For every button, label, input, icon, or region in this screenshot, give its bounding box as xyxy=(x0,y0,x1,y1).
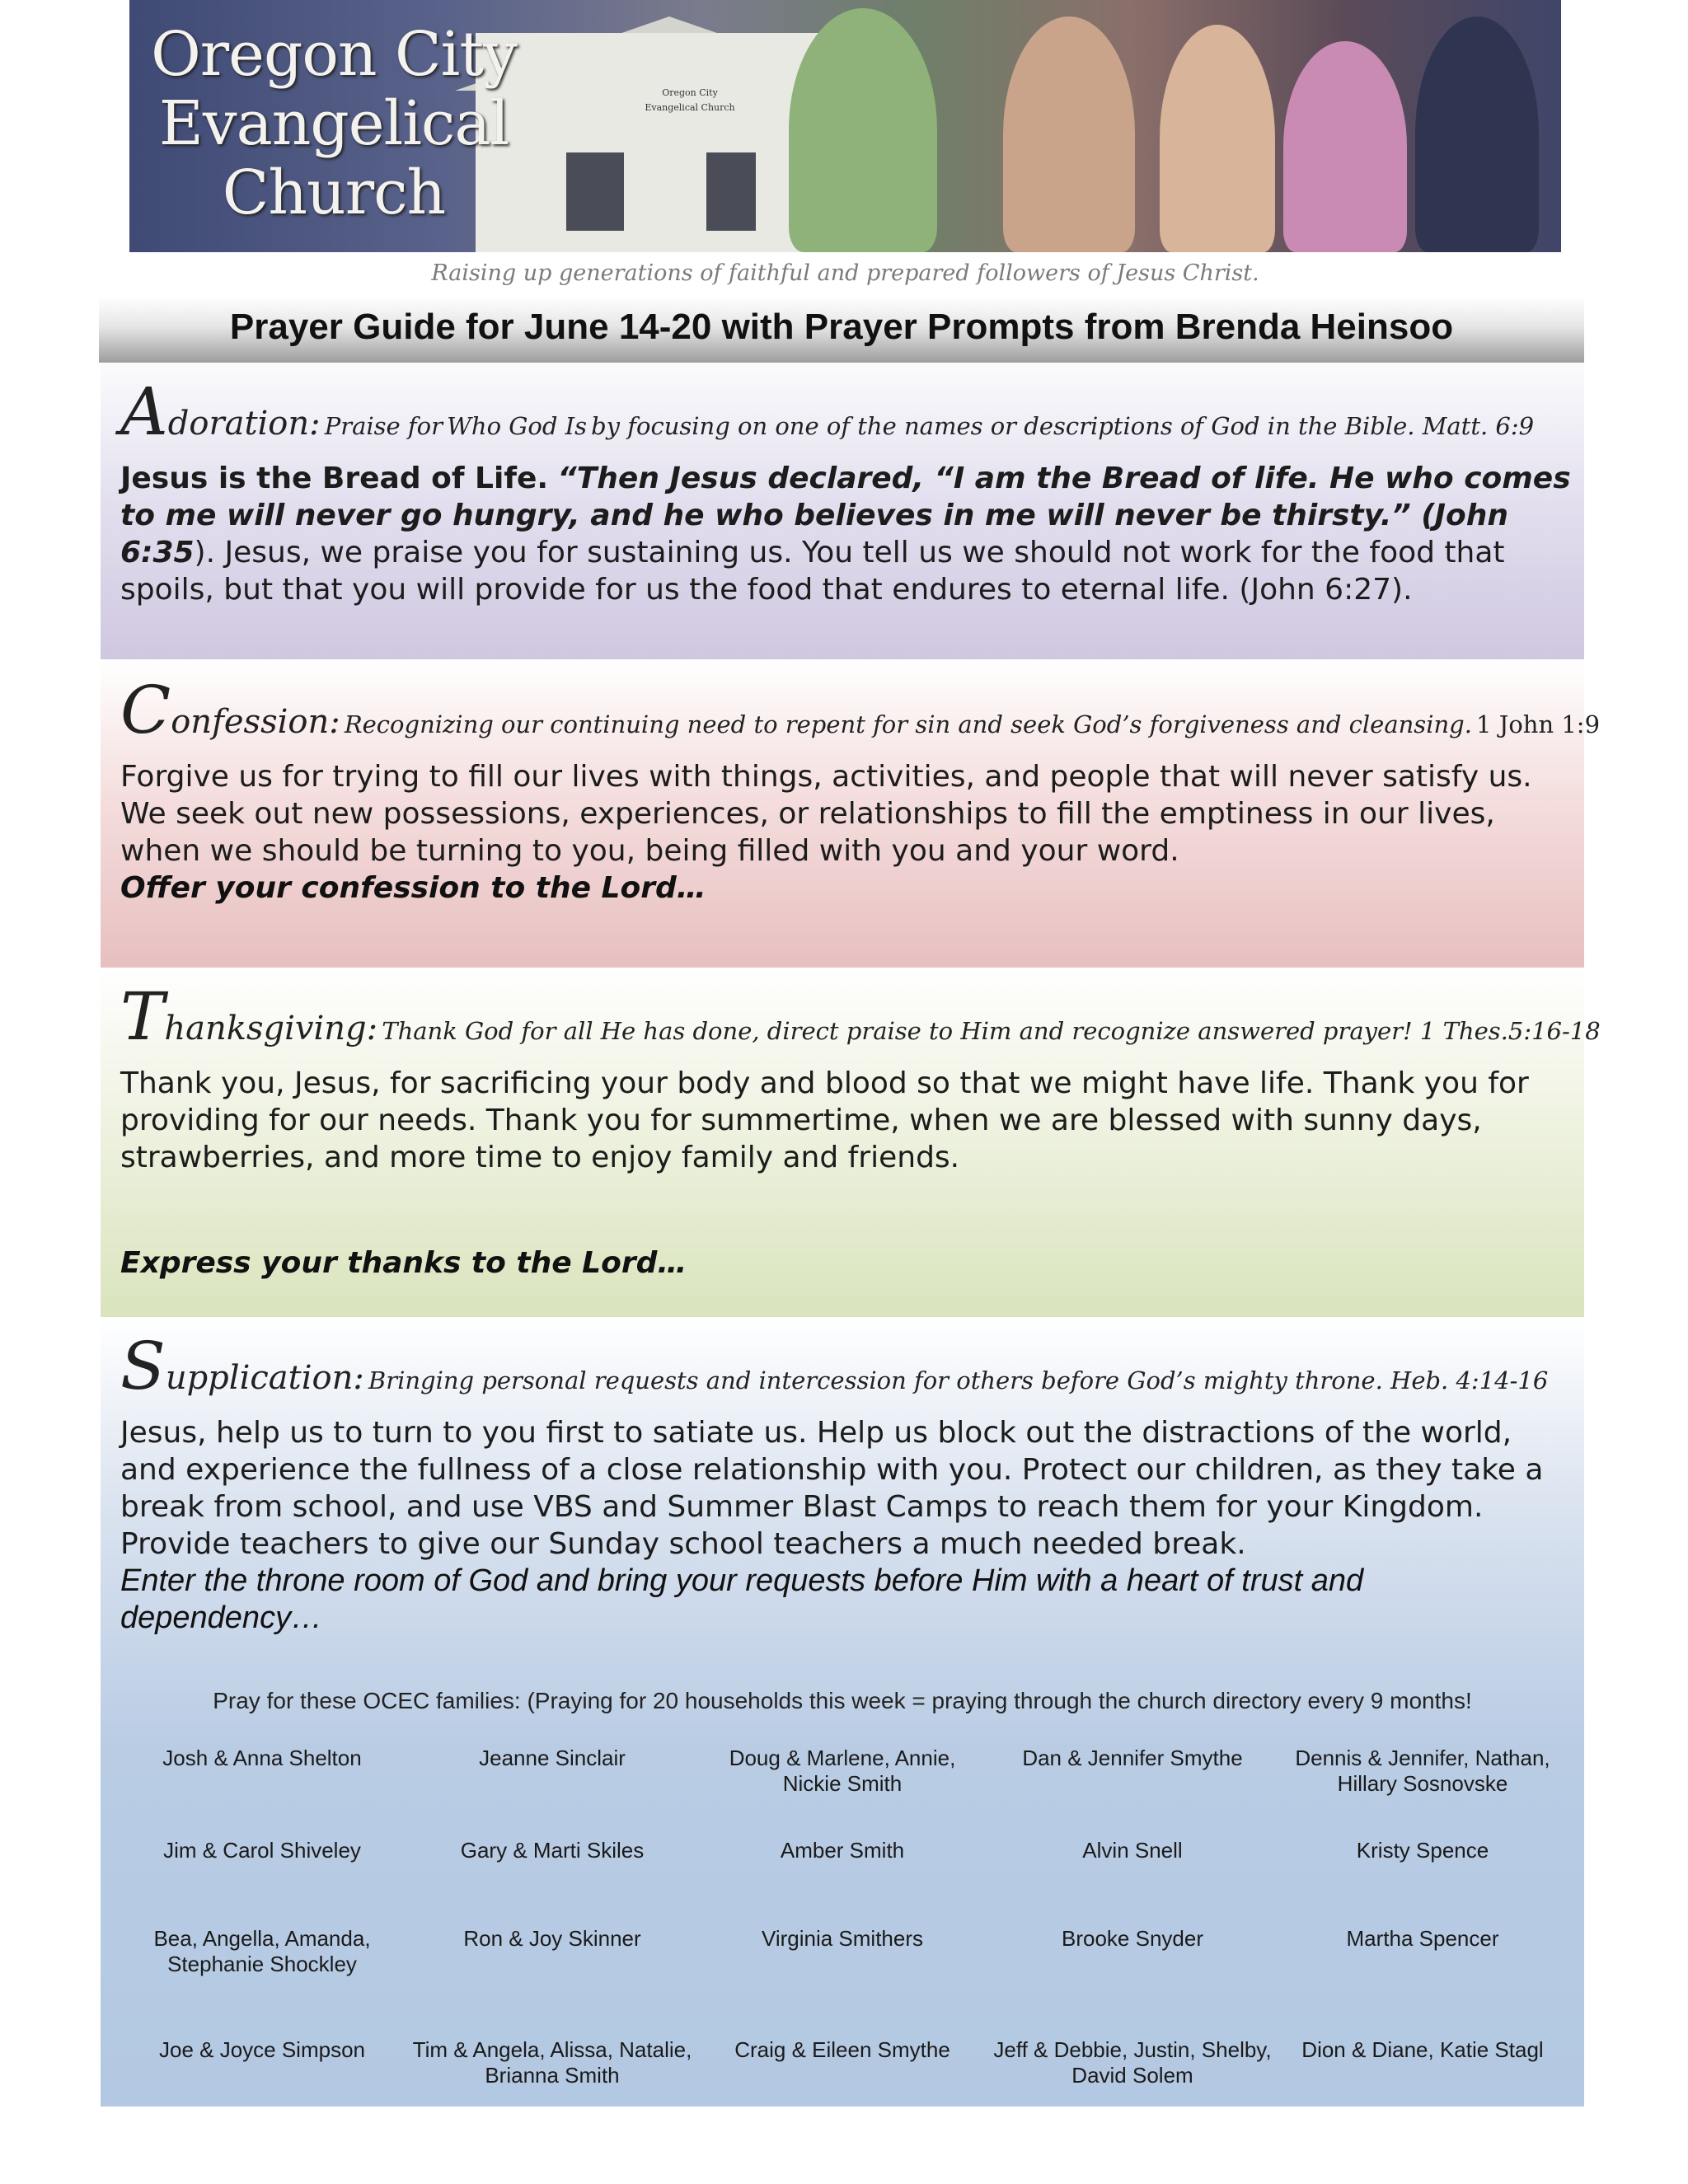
confession-section xyxy=(101,659,1601,968)
adoration-body xyxy=(120,460,1571,608)
family-name: Tim & Angela, Alissa, Natalie, Brianna Smith xyxy=(412,2037,692,2088)
people-photo xyxy=(1415,16,1539,252)
confession-heading xyxy=(120,672,1601,748)
family-name: Josh & Anna Shelton xyxy=(162,1746,362,1770)
family-name: Jim & Carol Shiveley xyxy=(163,1838,361,1863)
church-window xyxy=(706,152,756,231)
families-heading: Pray for these OCEC families: (Praying for 20 households this week = praying through the church directory every 9 months! xyxy=(213,1688,1472,1713)
family-name: Virginia Smithers xyxy=(761,1926,924,1951)
family-name: Doug & Marlene, Annie, Nickie Smith xyxy=(729,1746,956,1796)
church-tagline: Raising up generations of faithful and prepared followers of Jesus Christ. xyxy=(431,260,1259,286)
family-name: Craig & Eileen Smythe xyxy=(734,2037,950,2062)
adoration-body-text: Jesus, we praise you for sustaining us. You tell us we should not work for the food that spoils, but that you will provide for us the food that endures to eternal life. (John 6:27). xyxy=(120,536,1505,607)
family-name: Bea, Angella, Amanda, Stephanie Shockley xyxy=(153,1926,371,1976)
supplication-title: upplication: xyxy=(165,1359,364,1397)
confession-initial: C xyxy=(120,672,171,748)
confession-body-text: Forgive us for trying to fill our lives with things, activities, and people that will never satisfy us. We seek out new possessions, experiences, or relationships to fill the emptiness in our lives, when we should be turning to you, being filled with you and your word. xyxy=(120,760,1532,868)
people-photo xyxy=(789,8,937,252)
confession-prompt: Offer your confession to the Lord… xyxy=(120,871,706,905)
adoration-heading xyxy=(120,373,1535,450)
thanksgiving-prompt: Express your thanks to the Lord… xyxy=(120,1246,687,1280)
people-photo xyxy=(1283,41,1407,252)
family-name: Amber Smith xyxy=(780,1838,905,1863)
supplication-heading xyxy=(120,1328,1549,1404)
family-name: Ron & Joy Skinner xyxy=(463,1926,641,1951)
church-sign-line1: Oregon City xyxy=(662,87,718,98)
thanksgiving-body: Thank you, Jesus, for sacrificing your body and blood so that we might have life. Thank you for providing for our needs. Thank you for summertime, when we are blessed with sunny days, strawberries, and more time to enjoy family and friends. xyxy=(120,1066,1529,1174)
supplication-body-text: Jesus, help us to turn to you first to satiate us. Help us block out the distractions of the world, and experience the fullness of a close relationship with you. Protect our children, as they take a break from school, and use VBS and Summer Blast Camps to reach them for your Kingdom. Provide teachers to give our Sunday school teachers a much needed break. xyxy=(120,1416,1544,1561)
family-name: Martha Spencer xyxy=(1346,1926,1499,1951)
people-photo xyxy=(1003,16,1135,252)
thanksgiving-title: hanksgiving: xyxy=(164,1010,378,1047)
family-name: Dion & Diane, Katie Stagl xyxy=(1301,2037,1544,2062)
family-name: Kristy Spence xyxy=(1356,1838,1489,1863)
supplication-prompt: Enter the throne room of God and bring your requests before Him with a heart of trust and dependency… xyxy=(120,1563,1364,1635)
adoration-quote-close: ). xyxy=(194,536,216,569)
thanksgiving-heading xyxy=(120,978,1601,1055)
families-grid xyxy=(117,1746,1568,2136)
thanksgiving-desc: Thank God for all He has done, direct praise to Him and recognize answered prayer! 1 Thes.5:16-18 xyxy=(382,1017,1601,1045)
church-sign-line2: Evangelical Church xyxy=(645,102,735,113)
family-name: Jeanne Sinclair xyxy=(479,1746,626,1770)
confession-desc: Recognizing our continuing need to repent for sin and seek God’s forgiveness and cleansing. xyxy=(344,710,1472,738)
church-name-logo: Oregon City Evangelical Church xyxy=(151,19,517,228)
family-name: Dennis & Jennifer, Nathan, Hillary Sosnovske xyxy=(1295,1746,1550,1796)
family-name: Dan & Jennifer Smythe xyxy=(1022,1746,1243,1770)
adoration-desc-after: by focusing on one of the names or descriptions of God in the Bible. Matt. 6:9 xyxy=(591,412,1535,440)
page-title: Prayer Guide for June 14-20 with Prayer Prompts from Brenda Heinsoo xyxy=(99,297,1584,363)
family-name: Joe & Joyce Simpson xyxy=(158,2037,365,2062)
thanksgiving-initial: T xyxy=(120,978,165,1055)
confession-ref: 1 John 1:9 xyxy=(1476,710,1601,738)
adoration-bold-lead: Jesus is the Bread of Life. xyxy=(120,462,549,495)
thanksgiving-section xyxy=(101,968,1601,1317)
adoration-section xyxy=(101,363,1584,659)
family-name: Brooke Snyder xyxy=(1062,1926,1203,1951)
people-photo xyxy=(1160,25,1275,252)
church-sign xyxy=(624,86,756,132)
adoration-desc-underlined: Who God Is xyxy=(447,412,587,440)
church-window xyxy=(566,152,624,231)
adoration-title: doration: xyxy=(167,405,321,443)
family-name: Jeff & Debbie, Justin, Shelby, David Solem xyxy=(993,2037,1272,2088)
family-name: Gary & Marti Skiles xyxy=(460,1838,645,1863)
adoration-desc-before: Praise for xyxy=(324,412,443,440)
adoration-scripture-quote: “Then Jesus declared, “I am the Bread of life. He who comes to me will never go hungry, and he who believes in me will never be thirsty.” (John 6:35 xyxy=(120,462,1571,569)
church-banner xyxy=(129,0,1561,252)
supplication-desc: Bringing personal requests and intercession for others before God’s mighty throne. Heb. 4:14-16 xyxy=(368,1366,1549,1394)
supplication-section xyxy=(101,1317,1584,2107)
supplication-body xyxy=(120,1414,1571,1637)
confession-title: onfession: xyxy=(171,703,340,741)
confession-body xyxy=(120,758,1571,907)
supplication-initial: S xyxy=(120,1328,166,1404)
family-name: Alvin Snell xyxy=(1082,1838,1183,1863)
adoration-initial: A xyxy=(120,373,168,450)
